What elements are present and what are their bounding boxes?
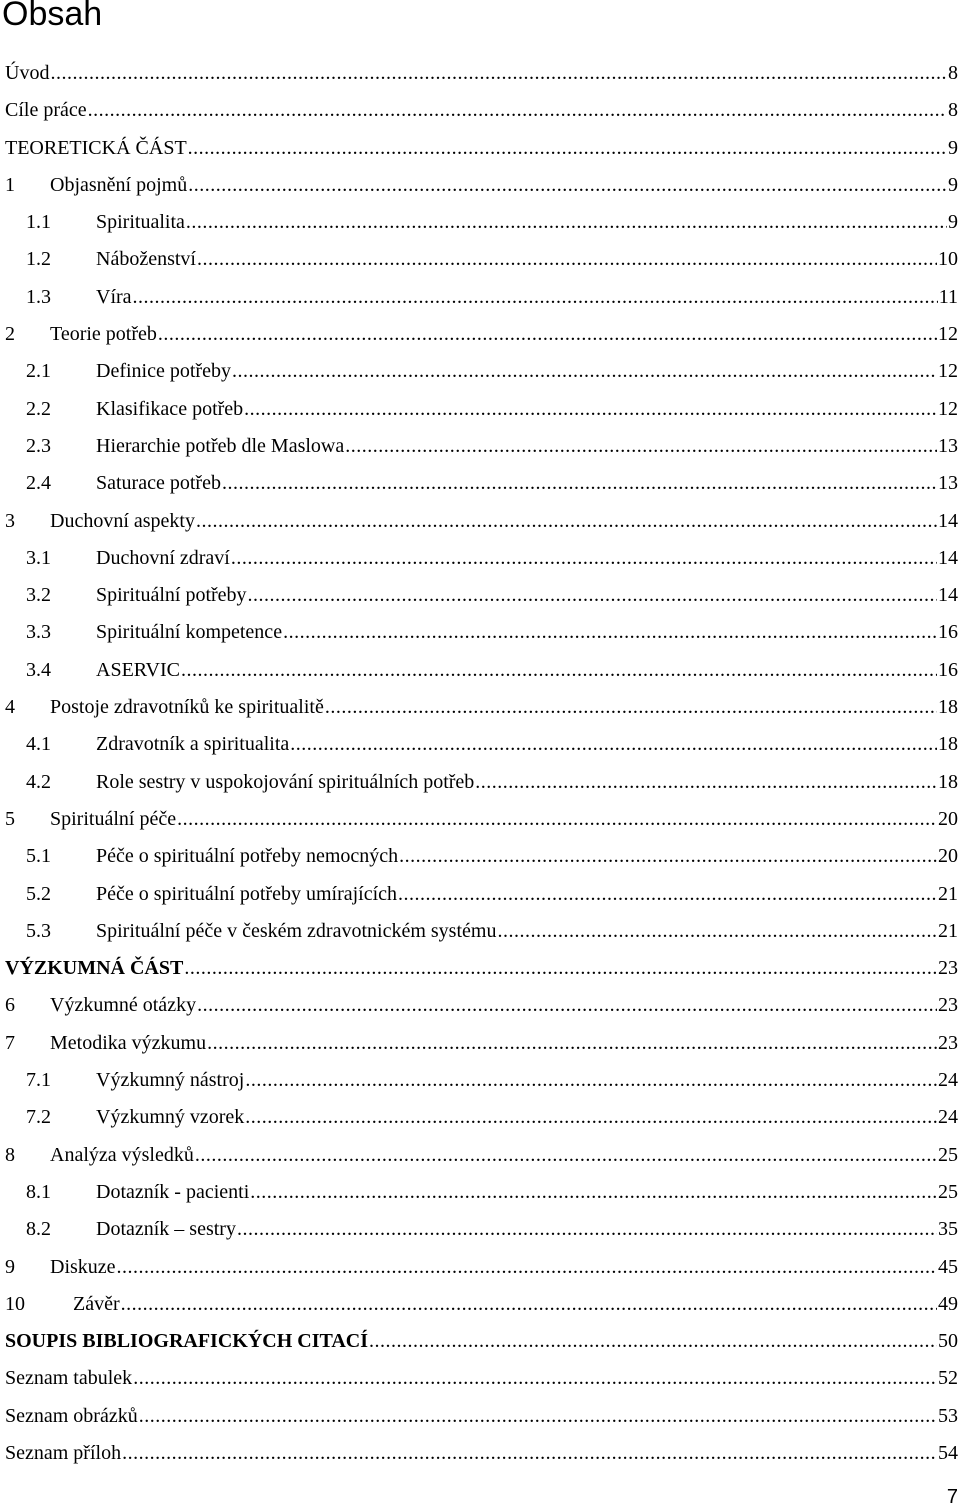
- toc-entry-number: 7.2: [26, 1106, 51, 1129]
- toc-entry-line: [5, 950, 958, 987]
- toc-entry-title: Diskuze: [50, 1255, 116, 1278]
- toc-dot-leader: [121, 1286, 937, 1323]
- toc-entry-page: 23: [938, 994, 958, 1017]
- toc-entry-line: [5, 1137, 958, 1174]
- toc-entry-number: 3: [5, 509, 15, 532]
- toc-entry-page: 24: [938, 1069, 958, 1092]
- toc-dot-leader: [133, 279, 938, 316]
- toc-entry-line: [26, 764, 958, 801]
- toc-entry-title: Náboženství: [96, 248, 196, 271]
- toc-entry-page: 21: [938, 919, 958, 942]
- toc-entry[interactable]: [0, 353, 958, 390]
- toc-entry[interactable]: [0, 689, 958, 726]
- toc-entry-title: Zdravotník a spiritualita: [96, 733, 290, 756]
- toc-entry-title: Definice potřeby: [96, 360, 231, 383]
- toc-entry-line: [26, 1099, 958, 1136]
- toc-entry-number: 8.1: [26, 1180, 51, 1203]
- toc-entry-title: Klasifikace potřeb: [96, 397, 244, 420]
- toc-entry-title: Seznam příloh: [5, 1441, 122, 1464]
- toc-entry-number: 1.3: [26, 285, 51, 308]
- toc-entry-page: 9: [948, 136, 958, 159]
- table-of-contents: [0, 55, 958, 1472]
- toc-dot-leader: [231, 540, 937, 577]
- toc-entry[interactable]: [0, 1211, 958, 1248]
- toc-entry-page: 12: [938, 360, 958, 383]
- toc-entry-title: Analýza výsledků: [50, 1143, 194, 1166]
- toc-dot-leader: [181, 652, 937, 689]
- toc-entry-title: Péče o spirituální potřeby umírajících: [96, 882, 398, 905]
- toc-dot-leader: [133, 1360, 937, 1397]
- toc-entry-number: 5.1: [26, 845, 51, 868]
- toc-entry-title: Spirituální péče v českém zdravotnickém systému: [96, 919, 497, 942]
- toc-entry-title: Seznam tabulek: [5, 1367, 133, 1390]
- toc-entry-page: 11: [938, 285, 958, 308]
- toc-entry-page: 12: [938, 323, 958, 346]
- toc-dot-leader: [245, 1062, 937, 1099]
- toc-entry[interactable]: [0, 726, 958, 763]
- toc-entry-number: 2.1: [26, 360, 51, 383]
- toc-dot-leader: [369, 1323, 937, 1360]
- toc-dot-leader: [244, 391, 937, 428]
- toc-entry-line: [26, 1174, 958, 1211]
- toc-dot-leader: [197, 241, 937, 278]
- toc-entry-line: [5, 1286, 958, 1323]
- toc-entry-line: [5, 689, 958, 726]
- toc-entry-title: VÝZKUMNÁ ČÁST: [5, 957, 184, 980]
- page-number: 7: [946, 1486, 958, 1508]
- toc-entry-line: [26, 652, 958, 689]
- toc-entry-number: 6: [5, 994, 15, 1017]
- toc-entry-page: 23: [938, 1031, 958, 1054]
- toc-entry[interactable]: [0, 987, 958, 1024]
- toc-entry-line: [5, 1435, 958, 1472]
- toc-entry[interactable]: [0, 913, 958, 950]
- toc-entry-number: 5: [5, 807, 15, 830]
- toc-entry-number: 2.2: [26, 397, 51, 420]
- toc-dot-leader: [283, 614, 937, 651]
- toc-entry[interactable]: [0, 465, 958, 502]
- toc-entry-line: [26, 428, 958, 465]
- toc-entry-line: [26, 465, 958, 502]
- toc-entry[interactable]: [0, 1062, 958, 1099]
- toc-entry-page: 20: [938, 807, 958, 830]
- toc-entry-page: 16: [938, 658, 958, 681]
- toc-entry[interactable]: [0, 838, 958, 875]
- toc-entry-title: Postoje zdravotníků ke spiritualitě: [50, 696, 324, 719]
- toc-dot-leader: [245, 1099, 937, 1136]
- toc-entry[interactable]: [0, 316, 958, 353]
- toc-entry-title: Úvod: [5, 62, 50, 84]
- toc-entry-line: [5, 55, 958, 92]
- toc-dot-leader: [222, 465, 937, 502]
- toc-dot-leader: [250, 1174, 937, 1211]
- toc-entry-line: [5, 801, 958, 838]
- toc-entry-title: Dotazník – sestry: [96, 1218, 236, 1241]
- toc-dot-leader: [475, 764, 937, 801]
- toc-entry-title: Seznam obrázků: [5, 1404, 138, 1427]
- toc-entry-line: [26, 726, 958, 763]
- toc-entry[interactable]: [0, 1025, 958, 1062]
- toc-entry-line: [26, 204, 958, 241]
- toc-entry-title: SOUPIS BIBLIOGRAFICKÝCH CITACÍ: [5, 1330, 369, 1353]
- toc-entry-page: 52: [938, 1367, 958, 1390]
- toc-dot-leader: [290, 726, 937, 763]
- toc-entry-line: [5, 1398, 958, 1435]
- toc-entry[interactable]: [0, 540, 958, 577]
- toc-entry-line: [26, 913, 958, 950]
- toc-entry[interactable]: [0, 241, 958, 278]
- toc-entry-page: 25: [938, 1180, 958, 1203]
- toc-entry-title: Teorie potřeb: [50, 323, 157, 346]
- toc-entry-title: Spiritualita: [96, 211, 185, 234]
- toc-dot-leader: [237, 1211, 937, 1248]
- toc-entry[interactable]: [0, 1249, 958, 1286]
- toc-dot-leader: [232, 353, 937, 390]
- toc-entry-number: 4: [5, 696, 15, 719]
- toc-entry-number: 3.4: [26, 658, 51, 681]
- toc-entry-number: 1.2: [26, 248, 51, 271]
- toc-entry-number: 2: [5, 323, 15, 346]
- toc-dot-leader: [88, 92, 947, 129]
- toc-entry-line: [26, 241, 958, 278]
- toc-entry-line: [5, 503, 958, 540]
- toc-entry-title: Spirituální potřeby: [96, 584, 247, 607]
- toc-entry-line: [26, 391, 958, 428]
- toc-dot-leader: [497, 913, 937, 950]
- toc-entry-page: 50: [938, 1330, 958, 1353]
- toc-entry-title: Spirituální péče: [50, 807, 177, 830]
- toc-entry-page: 35: [938, 1218, 958, 1241]
- toc-dot-leader: [50, 55, 947, 92]
- toc-entry-number: 2.3: [26, 434, 51, 457]
- toc-entry[interactable]: [0, 764, 958, 801]
- toc-entry-line: [26, 876, 958, 913]
- toc-entry[interactable]: [0, 1360, 958, 1397]
- toc-entry-title: Dotazník - pacienti: [96, 1180, 250, 1203]
- toc-entry-title: Duchovní zdraví: [96, 546, 230, 569]
- toc-entry-title: ASERVIC: [96, 658, 180, 681]
- toc-entry[interactable]: [0, 130, 958, 167]
- toc-entry-page: 23: [938, 957, 958, 980]
- toc-dot-leader: [177, 801, 937, 838]
- toc-dot-leader: [117, 1249, 937, 1286]
- toc-entry-page: 16: [938, 621, 958, 644]
- toc-entry[interactable]: [0, 1398, 958, 1435]
- toc-entry-title: Saturace potřeb: [96, 472, 221, 495]
- toc-entry-title: Víra: [96, 285, 132, 308]
- toc-entry-line: [5, 987, 958, 1024]
- toc-dot-leader: [184, 950, 937, 987]
- toc-entry-line: [26, 353, 958, 390]
- toc-entry[interactable]: [0, 204, 958, 241]
- toc-entry[interactable]: [0, 950, 958, 987]
- toc-entry[interactable]: [0, 503, 958, 540]
- toc-dot-leader: [196, 503, 937, 540]
- toc-entry-page: 8: [948, 99, 958, 122]
- toc-entry-page: 12: [938, 397, 958, 420]
- toc-dot-leader: [122, 1435, 937, 1472]
- toc-entry-page: 49: [938, 1292, 958, 1315]
- toc-entry-line: [26, 279, 958, 316]
- toc-dot-leader: [207, 1025, 937, 1062]
- toc-dot-leader: [345, 428, 937, 465]
- toc-entry-number: 9: [5, 1255, 15, 1278]
- toc-entry[interactable]: [0, 92, 958, 129]
- toc-dot-leader: [197, 987, 937, 1024]
- toc-entry-line: [26, 614, 958, 651]
- toc-entry-number: 8.2: [26, 1218, 51, 1241]
- toc-dot-leader: [188, 167, 947, 204]
- toc-entry-number: 7: [5, 1031, 15, 1054]
- toc-entry[interactable]: [0, 1286, 958, 1323]
- toc-entry-page: 9: [948, 211, 958, 234]
- toc-entry-line: [26, 838, 958, 875]
- toc-entry-page: 8: [948, 62, 958, 84]
- toc-entry-page: 10: [938, 248, 958, 271]
- toc-entry[interactable]: [0, 55, 958, 92]
- toc-entry[interactable]: [0, 1099, 958, 1136]
- toc-entry-number: 3.1: [26, 546, 51, 569]
- toc-entry-title: Péče o spirituální potřeby nemocných: [96, 845, 399, 868]
- toc-entry-number: 4.2: [26, 770, 51, 793]
- toc-entry-title: Výzkumný nástroj: [96, 1069, 245, 1092]
- toc-entry-title: Duchovní aspekty: [50, 509, 195, 532]
- toc-entry-title: Metodika výzkumu: [50, 1031, 207, 1054]
- toc-entry-number: 3.2: [26, 584, 51, 607]
- toc-entry-line: [5, 1249, 958, 1286]
- toc-entry-line: [5, 1323, 958, 1360]
- toc-entry-page: 9: [948, 173, 958, 196]
- toc-entry-line: [5, 130, 958, 167]
- toc-entry-line: [5, 316, 958, 353]
- toc-entry-page: 20: [938, 845, 958, 868]
- toc-entry-line: [26, 577, 958, 614]
- toc-entry-page: 45: [938, 1255, 958, 1278]
- page-title: Obsah: [2, 0, 103, 33]
- toc-dot-leader: [195, 1137, 937, 1174]
- toc-entry-title: TEORETICKÁ ČÁST: [5, 136, 187, 159]
- toc-entry[interactable]: [0, 876, 958, 913]
- toc-entry[interactable]: [0, 614, 958, 651]
- toc-entry-page: 18: [938, 770, 958, 793]
- toc-entry-line: [5, 167, 958, 204]
- toc-entry[interactable]: [0, 1174, 958, 1211]
- toc-entry-number: 1: [5, 173, 15, 196]
- toc-entry-page: 53: [938, 1404, 958, 1427]
- toc-dot-leader: [399, 838, 937, 875]
- toc-entry-page: 13: [938, 472, 958, 495]
- toc-entry-line: [26, 1062, 958, 1099]
- toc-entry-number: 1.1: [26, 211, 51, 234]
- toc-entry-number: 3.3: [26, 621, 51, 644]
- toc-entry-page: 18: [938, 733, 958, 756]
- toc-entry[interactable]: [0, 1137, 958, 1174]
- toc-dot-leader: [158, 316, 937, 353]
- toc-dot-leader: [139, 1398, 937, 1435]
- toc-entry-page: 54: [938, 1441, 958, 1464]
- toc-entry-title: Role sestry v uspokojování spirituálních potřeb: [96, 770, 475, 793]
- toc-entry-line: [5, 92, 958, 129]
- toc-entry[interactable]: [0, 1435, 958, 1472]
- toc-entry-page: 21: [938, 882, 958, 905]
- toc-entry-line: [26, 1211, 958, 1248]
- toc-entry-number: 10: [5, 1292, 25, 1315]
- toc-entry-page: 14: [938, 584, 958, 607]
- toc-entry-page: 14: [938, 509, 958, 532]
- toc-entry[interactable]: [0, 652, 958, 689]
- toc-entry-title: Výzkumný vzorek: [96, 1106, 245, 1129]
- toc-entry-number: 5.3: [26, 919, 51, 942]
- toc-entry-title: Spirituální kompetence: [96, 621, 283, 644]
- toc-entry[interactable]: [0, 428, 958, 465]
- toc-entry-line: [5, 1360, 958, 1397]
- toc-entry-page: 25: [938, 1143, 958, 1166]
- toc-entry-page: 14: [938, 546, 958, 569]
- toc-entry[interactable]: [0, 167, 958, 204]
- toc-dot-leader: [325, 689, 937, 726]
- toc-entry-number: 2.4: [26, 472, 51, 495]
- toc-dot-leader: [188, 130, 947, 167]
- toc-entry[interactable]: [0, 801, 958, 838]
- toc-entry[interactable]: [0, 1323, 958, 1360]
- toc-entry-title: Hierarchie potřeb dle Maslowa: [96, 434, 345, 457]
- toc-dot-leader: [186, 204, 947, 241]
- toc-entry-page: 24: [938, 1106, 958, 1129]
- toc-entry-title: Objasnění pojmů: [50, 173, 188, 196]
- toc-entry-page: 13: [938, 434, 958, 457]
- toc-dot-leader: [398, 876, 937, 913]
- toc-dot-leader: [248, 577, 937, 614]
- toc-entry-number: 5.2: [26, 882, 51, 905]
- toc-entry[interactable]: [0, 279, 958, 316]
- toc-entry-line: [5, 1025, 958, 1062]
- toc-entry[interactable]: [0, 391, 958, 428]
- toc-entry-number: 8: [5, 1143, 15, 1166]
- toc-entry-number: 4.1: [26, 733, 51, 756]
- toc-entry-line: [26, 540, 958, 577]
- toc-entry[interactable]: [0, 577, 958, 614]
- toc-entry-title: Výzkumné otázky: [50, 994, 197, 1017]
- toc-entry-page: 18: [938, 696, 958, 719]
- toc-entry-title: Závěr: [73, 1292, 120, 1315]
- toc-entry-number: 7.1: [26, 1069, 51, 1092]
- toc-entry-title: Cíle práce: [5, 99, 87, 122]
